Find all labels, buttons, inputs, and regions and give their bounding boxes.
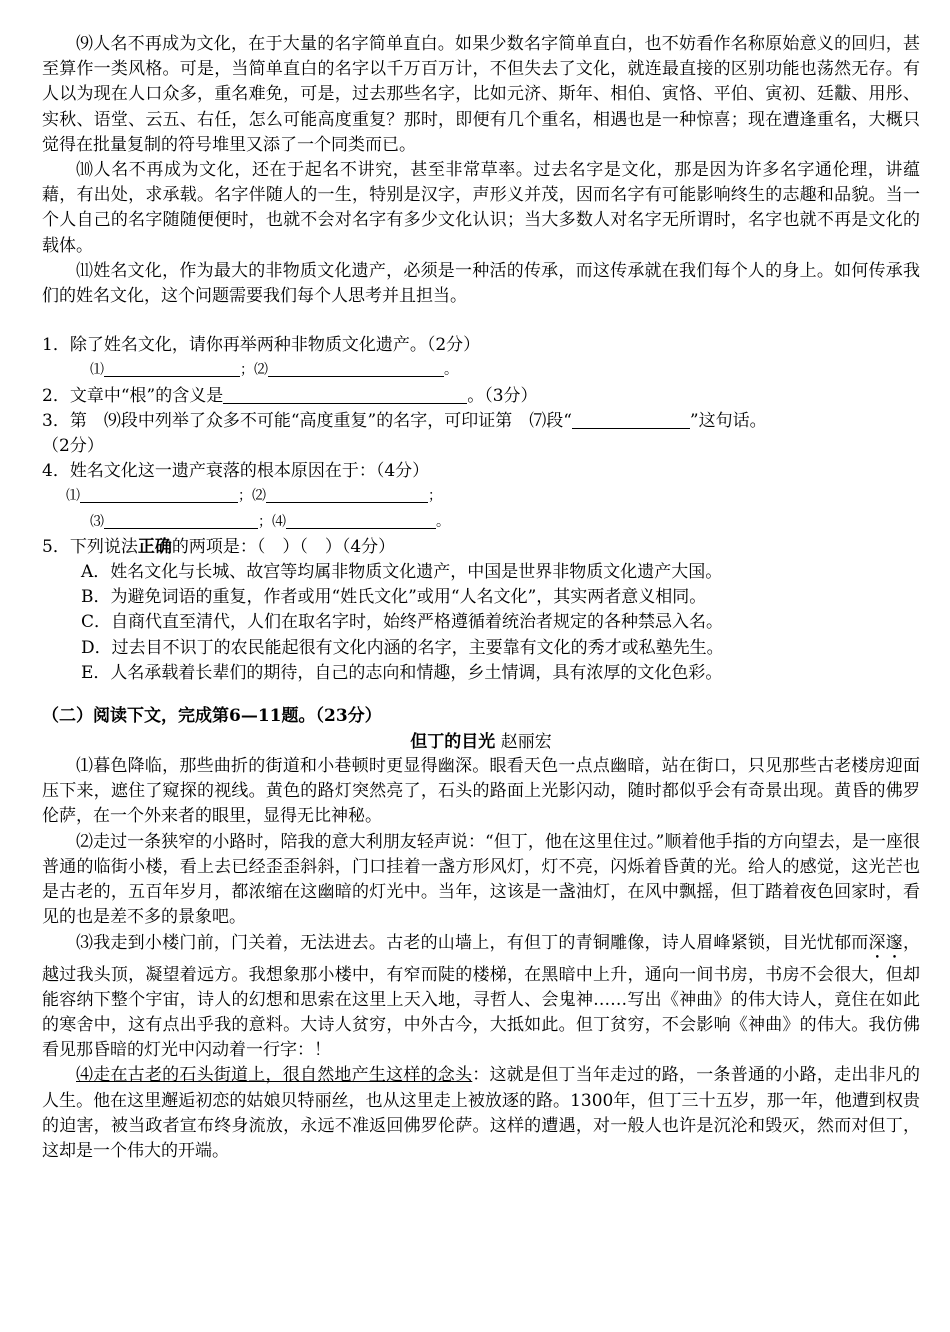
answer-blank-2[interactable] — [268, 358, 444, 377]
paragraph-10: ⑽人名不再成为文化，还在于起名不讲究，甚至非常草率。过去名字是文化，那是因为许多名字通伦理，讲蕴藉，有出处，求承载。名字伴随人的一生，特别是汉字，声形义并茂，因而名字有可能影响终生的志趣和品貌。当一个人自己的名字随随便便时，也就不会对名字有多少文化认识；当大多数人对名字无所谓时，名字也就不再是文化的载体。 — [42, 160, 920, 256]
question-4: 4．姓名文化这一遗产衰落的根本原因在于：（4分） — [42, 461, 430, 482]
question-3-score: （2分） — [42, 436, 104, 457]
paragraph-9: ⑼人名不再成为文化，在于大量的名字简单直白。如果少数名字简单直白，也不妨看作名称原始意义的回归，甚至算作一类风格。可是，当简单直白的名字以千万百万计，不但失去了文化，就连最直接的区别功能也荡然无存。有人以为现在人口众多，重名难免，可是，过去那些名字，比如元济、斯年、相伯、寅恪、平伯、寅初、廷黻、用彤、实秋、语堂、云五、右任，怎么可能高度重复？那时，即便有几个重名，相遇也是一种惊喜；现在遭逢重名，大概只觉得在批量复制的符号堆里又添了一个同类而已。 — [42, 34, 920, 155]
option-b: B．为避免词语的重复，作者或用“姓氏文化”或用“人名文化”，其实两者意义相同。 — [81, 587, 707, 608]
question-3: 3．第 ⑼段中列举了众多不可能“高度重复”的名字，可印证第 ⑺段“ ”这句话。 — [42, 410, 767, 431]
answer-blank-q3[interactable] — [572, 410, 690, 429]
question-1-answers: ⑴ ；⑵ 。 — [42, 358, 920, 383]
question-1: 1．除了姓名文化，请你再举两种非物质文化遗产。（2分） — [42, 335, 481, 356]
article-author: 赵丽宏 — [500, 732, 552, 753]
option-a: A．姓名文化与长城、故宫等均属非物质文化遗产，中国是世界非物质文化遗产大国。 — [81, 562, 723, 583]
article-paragraph-1: ⑴暮色降临，那些曲折的街道和小巷顿时更显得幽深。眼看天色一点点幽暗，站在街口，只见那些古老楼房迎面压下来，遮住了窥探的视线。黄色的路灯突然亮了，石头的路面上光影闪动，随时都似乎会有奇景出现。黄昏的佛罗伦萨，在一个外来者的眼里，显得无比神秘。 — [42, 756, 920, 827]
answer-blank-4-2[interactable] — [266, 484, 428, 503]
question-4-answers-row1: ⑴ ；⑵ ； — [42, 484, 920, 509]
option-c: C．自商代直至清代，人们在取名字时，始终严格遵循着统治者规定的各种禁忌入名。 — [81, 612, 724, 633]
dotted-word: 深邃 — [868, 932, 904, 953]
article-paragraph-2: ⑵走过一条狭窄的小路时，陪我的意大利朋友轻声说：“但丁，他在这里住过。”顺着他手指的方向望去，是一座很普通的临街小楼，看上去已经歪歪斜斜，门口挂着一盏方形风灯，灯不亮，闪烁着昏黄的光。给人的感觉，这光芒也是古老的，五百年岁月，都浓缩在这幽暗的灯光中。当年，这该是一盏油灯，在风中飘摇，但丁踏着夜色回家时，看见的也是差不多的景象吧。 — [42, 831, 920, 928]
answer-blank-4-4[interactable] — [286, 510, 436, 529]
article-title-line — [42, 730, 920, 754]
exam-page — [42, 32, 920, 1164]
option-e: E．人名承载着长辈们的期待，自己的志向和情趣，乡土情调，具有浓厚的文化色彩。 — [81, 662, 723, 683]
question-5: 5．下列说法正确的两项是：（ ）（ ）（4分） — [42, 536, 396, 557]
question-4-answers-row2: ⑶ ；⑷ 。 — [42, 510, 920, 535]
answer-blank-4-1[interactable] — [80, 484, 238, 503]
answer-blank-q2[interactable] — [223, 385, 467, 404]
paragraph-11: ⑾姓名文化，作为最大的非物质文化遗产，必须是一种活的传承，而这传承就在我们每个人的身上。如何传承我们的姓名文化，这个问题需要我们每个人思考并且担当。 — [42, 260, 920, 307]
answer-label-2: ；⑵ — [240, 362, 268, 379]
section-heading: （二）阅读下文，完成第6—11题。（23分） — [42, 706, 382, 727]
answer-label-1: ⑴ — [90, 362, 104, 379]
underlined-sentence: ⑷走在古老的石头街道上，很自然地产生这样的念头 — [76, 1065, 473, 1086]
option-d: D．过去目不识丁的农民能起很有文化内涵的名字，主要靠有文化的秀才或私塾先生。 — [81, 637, 724, 658]
article-paragraph-3: ⑶我走到小楼门前，门关着，无法进去。古老的山墙上，有但丁的青铜雕像，诗人眉峰紧锁，目光忧郁而深邃，越过我头顶，凝望着远方。我想象那小楼中，有窄而陡的楼梯，在黑暗中上升，通向一间书房，书房不会很大，但却能容纳下整个宇宙，诗人的幻想和思索在这里上天入地，寻哲人、会鬼神……写出《神曲》的伟大诗人，竟住在如此的寒舍中，这有点出乎我的意料。大诗人贫穷，中外古今，大抵如此。但丁贫穷，不会影响《神曲》的伟大。我仿佛看见那昏暗的灯光中闪动着一行字：！ — [42, 932, 921, 1061]
article-title: 但丁的目光 — [410, 732, 496, 753]
answer-blank-4-3[interactable] — [104, 510, 258, 529]
article-paragraph-4: ⑷走在古老的石头街道上，很自然地产生这样的念头：这就是但丁当年走过的路，一条普通的小路，走出非凡的人生。他在这里邂逅初恋的姑娘贝特丽丝，也从这里走上被放逐的路。1300年，但丁三十五岁，那一年，他遭到权贵的迫害，被当政者宣布终身流放，永远不准返回佛罗伦萨。这样的遭遇，对一般人也许是沉沦和毁灭，然而对但丁，这却是一个伟大的开端。 — [42, 1065, 921, 1161]
question-2: 2．文章中“根”的含义是 。（3分） — [42, 385, 538, 406]
answer-blank-1[interactable] — [104, 358, 240, 377]
